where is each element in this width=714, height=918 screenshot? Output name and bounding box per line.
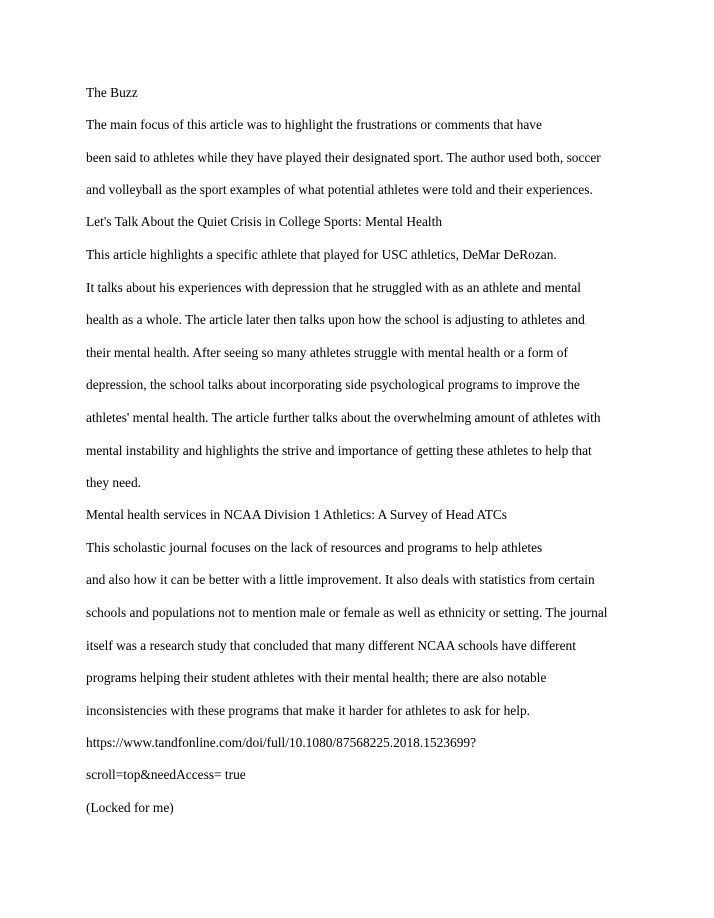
section-heading-the-buzz: The Buzz [86,85,138,100]
paragraph-line: been said to athletes while they have played their designated sport. The author used both, soccer [86,150,601,165]
paragraph-line: programs helping their student athletes with their mental health; there are also notable [86,670,547,685]
paragraph-line: inconsistencies with these programs that make it harder for athletes to ask for help. [86,703,530,718]
section-heading-ncaa-survey: Mental health services in NCAA Division 1 Athletics: A Survey of Head ATCs [86,507,508,522]
reference-url: https://www.tandfonline.com/doi/full/10.1080/87568225.2018.1523699? [86,735,477,750]
paragraph-line: The main focus of this article was to highlight the frustrations or comments that have [86,117,542,132]
paragraph-line: and volleyball as the sport examples of what potential athletes were told and their experiences. [86,182,593,197]
paragraph-line: depression, the school talks about incorporating side psychological programs to improve the [86,377,580,392]
section-heading-quiet-crisis: Let's Talk About the Quiet Crisis in College Sports: Mental Health [86,214,443,229]
paragraph-line: mental instability and highlights the strive and importance of getting these athletes to help that [86,443,592,458]
paragraph-line: This article highlights a specific athlete that played for USC athletics, DeMar DeRozan. [86,247,557,262]
paragraph-line: their mental health. After seeing so many athletes struggle with mental health or a form of [86,345,568,360]
access-note: (Locked for me) [86,800,174,815]
paragraph-line: and also how it can be better with a little improvement. It also deals with statistics from certain [86,572,595,587]
paragraph-line: itself was a research study that concluded that many different NCAA schools have different [86,638,576,653]
paragraph-line: health as a whole. The article later then talks upon how the school is adjusting to athletes and [86,312,585,327]
paragraph-line: schools and populations not to mention male or female as well as ethnicity or setting. The journal [86,605,608,620]
paragraph-line: they need. [86,475,142,490]
paragraph-line: athletes' mental health. The article further talks about the overwhelming amount of athletes with [86,410,601,425]
paragraph-line: It talks about his experiences with depression that he struggled with as an athlete and mental [86,280,581,295]
reference-url-continued: scroll=top&needAccess= true [86,767,246,782]
paragraph-line: This scholastic journal focuses on the lack of resources and programs to help athletes [86,540,543,555]
